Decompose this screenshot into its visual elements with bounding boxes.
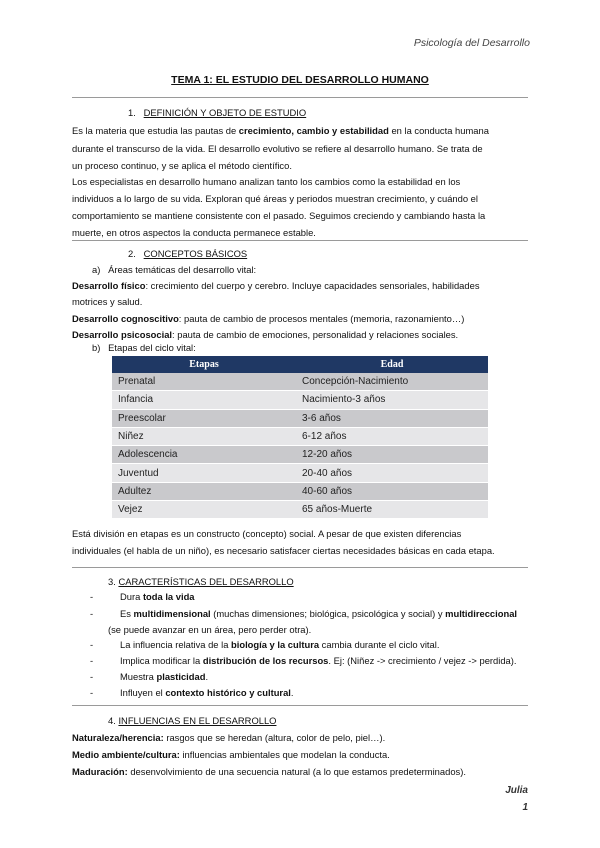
- table-cell: Concepción-Nacimiento: [296, 373, 488, 391]
- table-row: [112, 501, 488, 519]
- table-cell: Adolescencia: [112, 446, 296, 464]
- paragraph-line: Maduración: desenvolvimiento de una secuencia natural (a lo que estamos predeterminados).: [72, 766, 466, 777]
- table-cell: 20-40 años: [296, 464, 488, 482]
- paragraph-line: un proceso continuo, y se aplica el método científico.: [72, 160, 292, 171]
- table-row: [112, 446, 488, 464]
- table-header-row: [112, 356, 488, 373]
- table-cell: 3-6 años: [296, 409, 488, 427]
- table-cell: 12-20 años: [296, 446, 488, 464]
- section-2-heading: 2. CONCEPTOS BÁSICOS: [128, 248, 248, 259]
- section-3-heading: 3. CARACTERÍSTICAS DEL DESARROLLO: [108, 576, 294, 587]
- table-row: [112, 409, 488, 427]
- table-cell: Prenatal: [112, 373, 296, 391]
- life-stages-table: [112, 356, 488, 519]
- paragraph-line: Es la materia que estudia las pautas de crecimiento, cambio y estabilidad en la conducta humana: [72, 125, 489, 136]
- paragraph-line: muerte, en otros aspectos la conducta permanece estable.: [72, 227, 316, 238]
- divider: [72, 97, 528, 98]
- table-row: [112, 464, 488, 482]
- paragraph-line: comportamiento se mantiene consistente con el pasado. Seguimos creciendo y cambiando hasta la: [72, 210, 486, 221]
- table-row: [112, 427, 488, 445]
- paragraph-line: durante el transcurso de la vida. El desarrollo evolutivo se refiere al desarrollo humano. Se trata de: [72, 143, 483, 154]
- bullet-item: - Dura toda la vida: [90, 591, 195, 602]
- paragraph-line: Los especialistas en desarrollo humano analizan tanto los cambios como la estabilidad en los: [72, 176, 461, 187]
- paragraph-line: individuales (el habla de un niño), es necesario satisfacer ciertas necesidades básicas en cada etapa.: [72, 545, 495, 556]
- bullet-item: - Muestra plasticidad.: [90, 671, 209, 682]
- list-item-a: a) Áreas temáticas del desarrollo vital:: [92, 264, 257, 275]
- paragraph-line: motrices y salud.: [72, 296, 143, 307]
- bullet-item: - Implica modificar la distribución de los recursos. Ej: (Niñez -> crecimiento / vejez -> perdida).: [90, 655, 517, 666]
- paragraph-line: Desarrollo psicosocial: pauta de cambio de emociones, personalidad y relaciones sociales.: [72, 329, 459, 340]
- table-cell: 6-12 años: [296, 427, 488, 445]
- table-cell: Nacimiento-3 años: [296, 391, 488, 409]
- table-cell: Infancia: [112, 391, 296, 409]
- bullet-item: - La influencia relativa de la biología y la cultura cambia durante el ciclo vital.: [90, 639, 440, 650]
- table-row: [112, 373, 488, 391]
- table-cell: Juventud: [112, 464, 296, 482]
- list-item-b: b) Etapas del ciclo vital:: [92, 342, 196, 353]
- paragraph-line: individuos a lo largo de su vida. Exploran qué áreas y periodos muestran crecimiento, y cuándo el: [72, 193, 478, 204]
- column-header: Etapas: [112, 356, 296, 373]
- table-row: [112, 391, 488, 409]
- divider: [72, 567, 528, 568]
- document-title: TEMA 1: EL ESTUDIO DEL DESARROLLO HUMANO: [171, 74, 429, 86]
- bullet-item: - Influyen el contexto histórico y cultural.: [90, 687, 294, 698]
- bullet-continuation: (se puede avanzar en un área, pero perder otra).: [108, 624, 312, 635]
- bullet-item: - Es multidimensional (muchas dimensiones; biológica, psicológica y social) y multidireccional: [90, 608, 518, 619]
- paragraph-line: Medio ambiente/cultura: influencias ambientales que modelan la conducta.: [72, 749, 390, 760]
- column-header: Edad: [296, 356, 488, 373]
- footer-author: Julia: [505, 785, 528, 796]
- section-1-heading: 1. DEFINICIÓN Y OBJETO DE ESTUDIO: [128, 107, 307, 118]
- divider: [72, 240, 528, 241]
- table-row: [112, 482, 488, 500]
- paragraph-line: Naturaleza/herencia: rasgos que se heredan (altura, color de pelo, piel…).: [72, 732, 386, 743]
- table-cell: Adultez: [112, 482, 296, 500]
- running-header: Psicología del Desarrollo: [413, 37, 530, 49]
- divider: [72, 705, 528, 706]
- section-4-heading: 4. INFLUENCIAS EN EL DESARROLLO: [108, 715, 277, 726]
- table-cell: Preescolar: [112, 409, 296, 427]
- paragraph-line: Desarrollo cognoscitivo: pauta de cambio de procesos mentales (memoria, razonamiento…): [72, 313, 465, 324]
- table-cell: Vejez: [112, 501, 296, 519]
- paragraph-line: Está división en etapas es un constructo (concepto) social. A pesar de que existen diferencias: [72, 528, 462, 539]
- table-cell: 65 años-Muerte: [296, 501, 488, 519]
- table-cell: Niñez: [112, 427, 296, 445]
- table-cell: 40-60 años: [296, 482, 488, 500]
- paragraph-line: Desarrollo físico: crecimiento del cuerpo y cerebro. Incluye capacidades sensoriales, habilidades: [72, 280, 480, 291]
- page-number: 1: [522, 802, 528, 813]
